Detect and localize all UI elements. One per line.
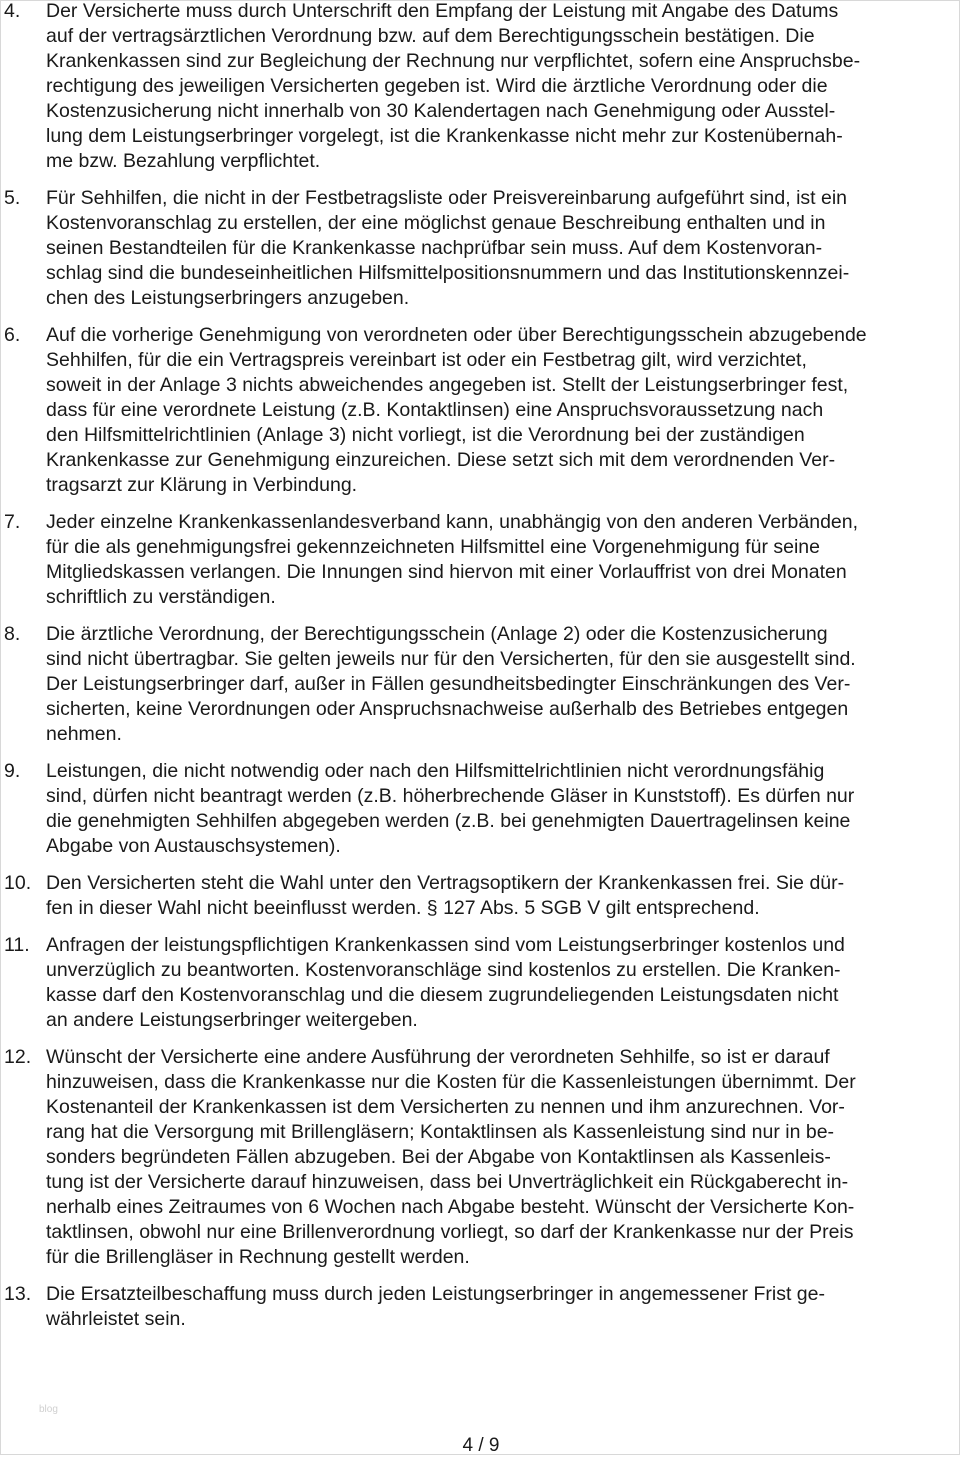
- item-number: 7.: [4, 511, 21, 533]
- item-text: Wünscht der Versicherte eine andere Ausführung der verordneten Sehhilfe, so ist er darauf hinzuweisen, dass die Krankenkasse nur die Kosten für die Kassenleistungen übernimmt. Der Kostenanteil der Krankenkassen ist dem Versicherten zu nennen und ihm anzurechnen. Vor- rang hat die Versorgung mit Brillengläsern; Kontaktlinsen als Kassenleistung sind nur in be- sonders begründeten Fällen abzugeben. Bei der Abgabe von Kontaktlinsen als Kassenleis- tung ist der Versicherte darauf hinzuweisen, dass bei Unverträglichkeit ein Rückgaberecht in- nerhalb eines Zeitraumes von 6 Wochen nach Abgabe besteht. Wünscht der Versicherte Kon- taktlinsen, obwohl nur eine Brillenverordnung vorliegt, so darf der Krankenkasse nur der Preis für die Brillengläser in Rechnung gestellt werden.: [46, 1046, 856, 1268]
- numbered-list: [1, 0, 960, 1344]
- list-item: [1, 510, 960, 610]
- item-number: 11.: [4, 934, 30, 956]
- item-text: Jeder einzelne Krankenkassenlandesverband kann, unabhängig von den anderen Verbänden, für die als genehmigungsfrei gekennzeichneten Hilfsmittel eine Vorgenehmigung für seine Mitgliedskassen verlangen. Die Innungen sind hiervon mit einer Vorlauffrist von drei Monaten schriftlich zu verständigen.: [46, 511, 859, 608]
- item-number: 8.: [4, 623, 21, 645]
- list-item: [1, 1045, 960, 1270]
- list-item: [1, 759, 960, 859]
- item-text: Die Ersatzteilbeschaffung muss durch jeden Leistungserbringer in angemessener Frist ge- währleistet sein.: [46, 1283, 825, 1330]
- item-text: Leistungen, die nicht notwendig oder nach den Hilfsmittelrichtlinien nicht verordnungsfähig sind, dürfen nicht beantragt werden (z.B. höherbrechende Gläser in Kunststoff). Es dürfen nur die genehmigten Sehhilfen abgegeben werden (z.B. bei genehmigten Dauertragelinsen keine Abgabe von Austauschsystemen).: [46, 760, 855, 857]
- item-number: 9.: [4, 760, 21, 782]
- item-text: Der Versicherte muss durch Unterschrift den Empfang der Leistung mit Angabe des Datums auf der vertragsärztlichen Verordnung bzw. auf dem Berechtigungsschein bestätigen. Die Krankenkassen sind zur Begleichung der Rechnung nur verpflichtet, sofern eine Anspruchsbe- rechtigung des jeweiligen Versicherten gegeben ist. Wird die ärztliche Verordnung oder die Kostenzusicherung nicht innerhalb von 30 Kalendertagen nach Genehmigung oder Ausstel- lung dem Leistungserbringer vorgelegt, ist die Krankenkasse nicht mehr zur Kostenübernah- me bzw. Bezahlung verpflichtet.: [46, 0, 861, 172]
- item-text: Anfragen der leistungspflichtigen Krankenkassen sind vom Leistungserbringer kostenlos und unverzüglich zu beantworten. Kostenvoranschläge sind kostenlos zu erstellen. Die Kranken- kasse darf den Kostenvoranschlag und die diesem zugrundeliegenden Leistungsdaten nicht an andere Leistungserbringer weitergeben.: [46, 934, 845, 1031]
- list-item: [1, 323, 960, 498]
- item-text: Auf die vorherige Genehmigung von verordneten oder über Berechtigungsschein abzugebende Sehhilfen, für die ein Vertragspreis vereinbart ist oder ein Festbetrag gilt, wird verzichtet, soweit in der Anlage 3 nichts abweichendes angegeben ist. Stellt der Leistungserbringer fest, dass für eine verordnete Leistung (z.B. Kontaktlinsen) eine Anspruchsvoraussetzung nach den Hilfsmittelrichtlinien (Anlage 3) nicht vorliegt, ist die Verordnung bei der zuständigen Krankenkasse zur Genehmigung einzureichen. Diese setzt sich mit dem verordnenden Ver- tragsarzt zur Klärung in Verbindung.: [46, 324, 867, 496]
- item-number: 10.: [4, 872, 32, 894]
- item-number: 4.: [4, 0, 21, 22]
- item-number: 13.: [4, 1283, 32, 1305]
- list-item: [1, 186, 960, 311]
- list-item: [1, 622, 960, 747]
- list-item: [1, 871, 960, 921]
- item-text: Die ärztliche Verordnung, der Berechtigungsschein (Anlage 2) oder die Kostenzusicherung sind nicht übertragbar. Sie gelten jeweils nur für den Versicherten, für den sie ausgestellt sind. Der Leistungserbringer darf, außer in Fällen gesundheitsbedingter Einschränkungen des Ver- sicherten, keine Verordnungen oder Anspruchsnachweise außerhalb des Betriebes entgegen nehmen.: [46, 623, 856, 745]
- list-item: [1, 933, 960, 1033]
- list-item: [1, 0, 960, 174]
- item-number: 6.: [4, 324, 21, 346]
- page-number: 4 / 9: [462, 1435, 500, 1456]
- watermark: blog: [39, 1404, 58, 1415]
- item-number: 5.: [4, 187, 21, 209]
- item-number: 12.: [4, 1046, 32, 1068]
- item-text: Den Versicherten steht die Wahl unter den Vertragsoptikern der Krankenkassen frei. Sie dür- fen in dieser Wahl nicht beeinflusst werden. § 127 Abs. 5 SGB V gilt entsprechend.: [46, 872, 845, 919]
- item-text: Für Sehhilfen, die nicht in der Festbetragsliste oder Preisvereinbarung aufgeführt sind, ist ein Kostenvoranschlag zu erstellen, der eine möglichst genaue Beschreibung enthalten und in seinen Bestandteilen für die Krankenkasse nachprüfbar sein muss. Auf dem Kostenvoran- schlag sind die bundeseinheitlichen Hilfsmittelpositionsnummern und das Institutionskennzei- chen des Leistungserbringers anzugeben.: [46, 187, 850, 309]
- list-item: [1, 1282, 960, 1332]
